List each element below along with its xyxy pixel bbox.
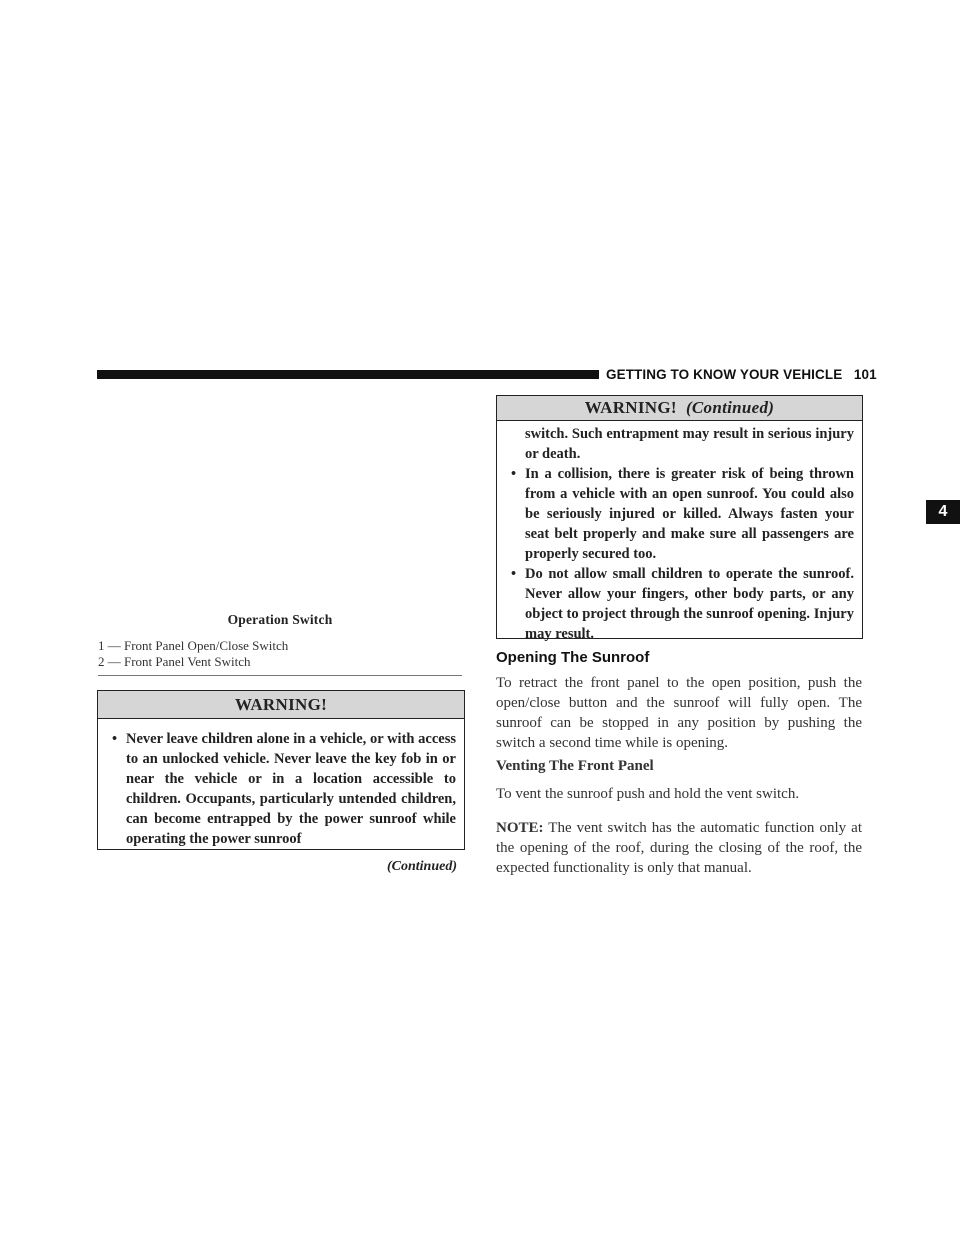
warning-continuation: switch. Such entrapment may result in serious injury or death. (525, 426, 854, 462)
figure-legend-item: 1 — Front Panel Open/Close Switch (98, 638, 289, 653)
bullet-dot: • (112, 731, 118, 747)
warning-bullet: • Do not allow small children to operate the sunroof. Never allow your fingers, other body parts, or any object to project through the sunroof opening. Injury may result. (511, 566, 854, 642)
header-rule (97, 370, 599, 379)
warning-box (97, 690, 465, 850)
continued-marker: (Continued) (386, 859, 457, 874)
note-paragraph (496, 818, 862, 878)
warning-title-continued: (Continued) (685, 398, 775, 417)
section-heading: Opening The Sunroof (496, 649, 650, 666)
warning-bullet: • Never leave children alone in a vehicle, or with access to an unlocked vehicle. Never leave the key fob in or near the vehicle or in a location accessible to children. Occupants, particularly untended children, can become entrapped by the power sunroof while operating the power sunroof (112, 731, 456, 847)
warning-title: WARNING! (Continued) (497, 396, 862, 421)
note-label: NOTE: (496, 820, 544, 836)
warning-title: WARNING! (98, 691, 464, 719)
page-number: 101 (853, 367, 877, 382)
warning-box-continued (496, 395, 863, 642)
subsection-heading: Venting The Front Panel (496, 758, 654, 774)
warning-body (497, 421, 862, 644)
legend-divider (98, 675, 462, 676)
bullet-dot: • (511, 566, 517, 582)
running-header (606, 367, 877, 382)
section-title: GETTING TO KNOW YOUR VEHICLE (606, 367, 843, 382)
figure-legend-item: 2 — Front Panel Vent Switch (98, 654, 251, 669)
body-paragraph: To vent the sunroof push and hold the vent switch. (496, 786, 800, 802)
figure-caption: Operation Switch (227, 612, 333, 627)
chapter-tab: 4 (926, 500, 960, 524)
note-text: The vent switch has the automatic function only at the opening of the roof, during the closing of the roof, the expected functionality is only that manual. (496, 820, 862, 876)
warning-bullet: • In a collision, there is greater risk of being thrown from a vehicle with an open sunroof. You could also be seriously injured or killed. Always fasten your seat belt properly and make sure all passengers are properly secured too. (511, 466, 854, 562)
body-paragraph: To retract the front panel to the open position, push the open/close button and the sunroof will fully open. The sunroof can be stopped in any position by pushing the switch a second time while is opening. (496, 675, 862, 751)
warning-body (98, 719, 464, 849)
bullet-dot: • (511, 466, 517, 482)
